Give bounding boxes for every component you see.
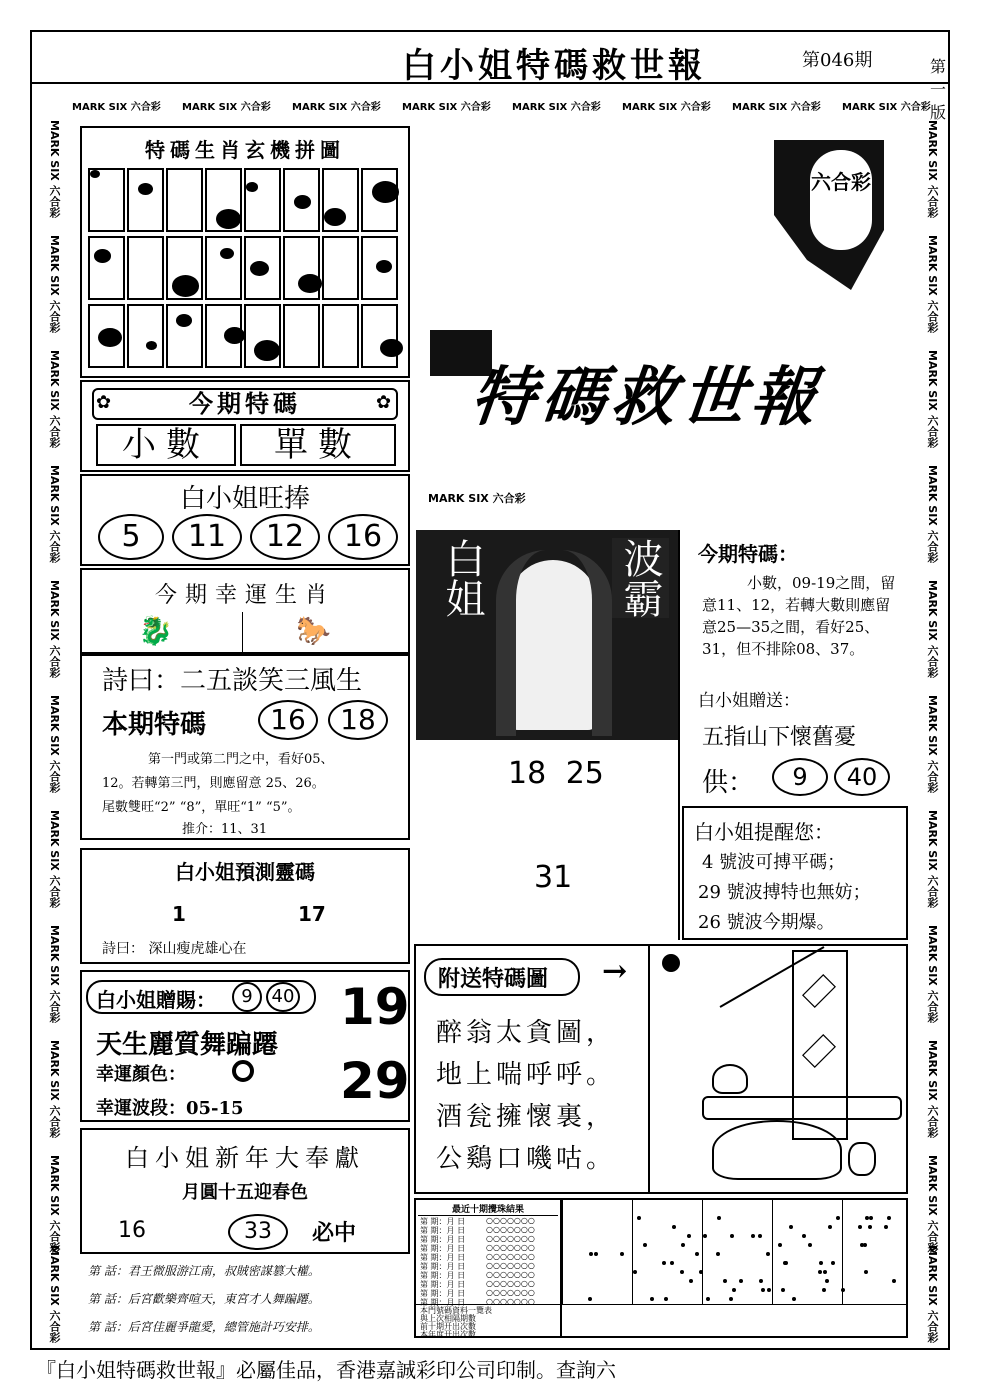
prediction-panel [80,848,410,964]
puzzle-piece [166,304,203,368]
puzzle-ink-shape [216,209,241,229]
right-special-body: 小數，09-19之間，留意11、12，若轉大數則應留意25—35之間，看好25、31，但不排除08、37。 [702,574,896,658]
edition-label: 第一版 [930,57,947,122]
gift-big-number: 19 [340,978,410,1036]
reminder-title: 白小姐提醒您： [694,820,834,844]
result-mark [739,1279,743,1283]
result-mark [766,1252,770,1256]
results-row-label: 第 期：月 日 [420,1217,466,1226]
result-mark [662,1261,666,1265]
horse-icon: 🐎 [296,614,331,647]
puzzle-ink-shape [94,249,111,263]
result-mark [703,1234,707,1238]
puzzle-piece [322,168,359,232]
marksix-watermark: MARK SIX 六合彩 [926,810,939,908]
result-mark [819,1261,823,1265]
puzzle-ink-shape [176,314,192,327]
result-mark [664,1297,668,1301]
story-line: 第 話：君王微服游江南，叔賊密謀篡大權。 [88,1264,320,1278]
hero-sublogo: MARK SIX 六合彩 [428,492,526,505]
marksix-watermark: MARK SIX 六合彩 [926,350,939,448]
right-gift-label: 白小姐贈送： [698,691,800,711]
result-mark [681,1243,685,1247]
results-row-label: 第 期：月 日 [420,1262,466,1271]
result-mark [687,1234,691,1238]
rooster-icon [712,1064,748,1094]
results-row-label: 第 期：月 日 [420,1226,466,1235]
prediction-poem: 詩曰： 深山瘦虎雄心在 [102,941,247,957]
result-mark [884,1225,888,1229]
marksix-watermark: MARK SIX 六合彩 [622,102,711,113]
story-line: 第 話：后宮歡樂齊喧天，東宮才人舞蹁蹮。 [88,1292,320,1306]
result-mark [863,1243,867,1247]
story-line: 第 話：后宮佳麗爭龍愛，總管施計巧安排。 [88,1320,320,1334]
wangbang-number: 12 [250,514,320,560]
marksix-watermark: MARK SIX 六合彩 [926,1245,939,1343]
result-mark [699,1270,703,1274]
lucky-zodiac-title: 今期幸運生肖 [154,583,335,608]
puzzle-ink-shape [138,183,153,195]
results-table [414,1198,908,1338]
puzzle-title: 特碼生肖玄機拼圖 [145,138,345,162]
prediction-title: 白小姐預測靈碼 [175,860,315,884]
gift-panel [80,970,410,1122]
reminder-line: 26 號波今期爆。 [698,912,835,933]
wangbang-number: 16 [328,514,398,560]
wangbang-number: 5 [98,514,164,560]
flower-icon: ✿ [96,392,112,413]
grid-divider [632,1200,633,1304]
reminder-line: 4 號波可搏平碼； [702,852,846,873]
reminder-panel [682,806,908,940]
puzzle-piece [322,236,359,300]
puzzle-piece [127,304,164,368]
result-mark [868,1225,872,1229]
divider [648,946,650,1192]
analysis-line: 12。若轉第三門，則應留意 25、26。 [102,776,325,791]
bench [702,1096,902,1120]
result-mark [594,1252,598,1256]
attached-line: 公鷄口嘰咕。 [436,1144,617,1174]
marksix-watermark: MARK SIX 六合彩 [292,102,381,113]
newyear-number: 16 [118,1218,146,1243]
issue-number: 第046期 [802,50,873,71]
puzzle-ink-shape [254,340,280,361]
result-mark [723,1279,727,1283]
sure-win-stamp: 必中 [312,1220,357,1246]
results-ball-slots: ○○○○○○○ [486,1279,535,1288]
marksix-watermark: MARK SIX 六合彩 [732,102,821,113]
marksix-watermark: MARK SIX 六合彩 [926,695,939,793]
result-mark [716,1252,720,1256]
marksix-watermark: MARK SIX 六合彩 [926,1155,939,1253]
portrait-hair [496,550,612,736]
hero-title: 特碼救世報 [467,360,826,435]
results-row-label: 第 期：月 日 [420,1298,466,1307]
puzzle-ink-shape [380,339,403,357]
puzzle-ink-shape [372,181,399,203]
puzzle-piece [244,236,281,300]
grid-divider [562,1200,563,1304]
puzzle-piece [88,236,125,300]
attached-line: 地上喘呼呼。 [436,1060,617,1090]
marksix-watermark: MARK SIX 六合彩 [48,695,61,793]
results-row-label: 第 期：月 日 [420,1235,466,1244]
result-mark [730,1234,734,1238]
puzzle-piece [283,168,320,232]
puzzle-piece [283,304,320,368]
wine-jar-icon [848,1142,876,1176]
attached-panel [414,944,908,1194]
result-mark [761,1288,765,1292]
supply-number: 40 [834,758,890,796]
poem-text: 詩曰：二五談笑三風生 [102,666,363,696]
results-footer-label: 本門號碼資料一覽表 [420,1306,492,1315]
recommend-line: 推介：11、31 [182,822,268,837]
result-mark [643,1243,647,1247]
result-mark [864,1270,868,1274]
result-mark [781,1288,785,1292]
result-mark [633,1270,637,1274]
marksix-watermark: MARK SIX 六合彩 [512,102,601,113]
gift-number: 9 [232,982,262,1012]
result-mark [836,1216,840,1220]
result-mark [680,1270,684,1274]
result-mark [823,1270,827,1274]
result-mark [732,1288,736,1292]
results-row-label: 第 期：月 日 [420,1271,466,1280]
results-title: 最近十期攪珠結果 [418,1202,558,1216]
hero-portrait [770,140,890,300]
analysis-line: 第一門或第二門之中，看好05、 [148,752,334,767]
puzzle-ink-shape [246,182,258,192]
marksix-watermark: MARK SIX 六合彩 [48,1155,61,1253]
puzzle-piece [361,168,398,232]
puzzle-piece [244,304,281,368]
result-mark [706,1297,710,1301]
result-mark [887,1216,891,1220]
marksix-watermark: MARK SIX 六合彩 [402,102,491,113]
photo-number-bottom: 31 [534,860,573,895]
marksix-watermark: MARK SIX 六合彩 [48,1040,61,1138]
attached-line: 醉翁太貪圖， [436,1018,617,1048]
puzzle-ink-shape [90,170,100,178]
marksix-watermark: MARK SIX 六合彩 [926,925,939,1023]
puzzle-piece [166,168,203,232]
prediction-number: 17 [298,902,326,926]
marksix-watermark: MARK SIX 六合彩 [48,1245,61,1343]
marksix-watermark: MARK SIX 六合彩 [48,350,61,448]
result-mark [695,1252,699,1256]
marksix-watermark: MARK SIX 六合彩 [48,235,61,333]
result-mark [620,1252,624,1256]
analysis-line: 尾數雙旺“2” “8”，單旺“1” “5”。 [102,800,301,815]
supply-label: 供： [702,768,755,798]
results-footer-label: 本年度开出次數 [420,1330,476,1339]
divider [678,530,680,940]
result-mark [589,1252,593,1256]
result-mark [822,1288,826,1292]
puzzle-ink-shape [294,195,311,209]
results-ball-slots: ○○○○○○○ [486,1270,535,1279]
results-row-label: 第 期：月 日 [420,1280,466,1289]
special-code-small: 小數 [96,424,236,466]
poem-panel [80,654,410,840]
results-row-label: 第 期：月 日 [420,1253,466,1262]
results-row-label: 第 期：月 日 [420,1289,466,1298]
attached-line: 酒瓮擁懷裏， [436,1102,617,1132]
divider [242,612,243,654]
puzzle-ink-shape [298,274,322,293]
wangbang-panel [80,474,410,566]
grid-divider [702,1200,703,1304]
marksix-watermark: MARK SIX 六合彩 [842,102,931,113]
result-mark [892,1279,896,1283]
marksix-watermark: MARK SIX 六合彩 [48,810,61,908]
results-ball-slots: ○○○○○○○ [486,1261,535,1270]
result-mark [825,1279,829,1283]
puzzle-piece [322,304,359,368]
photo-left-text: 白姐 [439,538,485,618]
drunk-man-illustration [652,946,906,1192]
puzzle-piece [361,236,398,300]
special-code-panel [80,380,410,472]
special-code-header: 今期特碼 [92,388,398,420]
result-mark [789,1225,793,1229]
results-row-label: 第 期：月 日 [420,1244,466,1253]
puzzle-piece [205,304,242,368]
puzzle-ink-shape [250,261,269,276]
results-ball-slots: ○○○○○○○ [486,1288,535,1297]
results-ball-slots: ○○○○○○○ [486,1225,535,1234]
puzzle-piece [244,168,281,232]
right-gift-phrase: 五指山下懷舊憂 [702,725,857,750]
marksix-watermark: MARK SIX 六合彩 [926,120,939,218]
marksix-watermark: MARK SIX 六合彩 [72,102,161,113]
masthead-title: 白小姐特碼救世報 [402,46,706,86]
puzzle-piece [88,168,125,232]
result-mark [792,1297,796,1301]
moon-icon [662,954,680,972]
circle-icon [232,1060,254,1082]
result-mark [802,1234,806,1238]
lucky-color-label: 幸運顏色： [96,1064,186,1085]
results-ball-slots: ○○○○○○○ [486,1216,535,1225]
result-mark [784,1261,788,1265]
result-mark [672,1225,676,1229]
results-footer-label: 前十期开出次數 [420,1322,476,1331]
marksix-watermark: MARK SIX 六合彩 [926,235,939,333]
puzzle-ink-shape [376,260,392,273]
puzzle-ink-shape [220,248,234,259]
result-mark [758,1234,762,1238]
result-mark [751,1234,755,1238]
puzzle-ink-shape [146,341,157,350]
wangbang-title: 白小姐旺捧 [179,484,310,514]
result-mark [637,1216,641,1220]
grid-divider [772,1200,773,1304]
lucky-zodiac-panel [80,568,410,654]
result-mark [841,1288,845,1292]
marksix-watermark: MARK SIX 六合彩 [48,925,61,1023]
puzzle-ink-shape [224,327,245,344]
gift-phrase: 天生麗質舞蹁蹮 [96,1030,279,1060]
result-mark [717,1216,721,1220]
drunk-man [712,1120,842,1180]
puzzle-piece [88,304,125,368]
result-mark [831,1261,835,1265]
result-mark [778,1243,782,1247]
results-footer-label: 與上次相隔期數 [420,1314,476,1323]
special-number: 16 [258,700,318,740]
newyear-title: 白小姐新年大奉獻 [125,1144,365,1172]
results-ball-slots: ○○○○○○○ [486,1297,535,1306]
flower-icon: ✿ [376,392,392,413]
result-mark [858,1225,862,1229]
puzzle-piece [127,236,164,300]
reminder-line: 29 號波搏特也無妨； [698,882,871,903]
puzzle-piece [166,236,203,300]
special-code-odd: 單數 [240,424,396,466]
wangbang-number: 11 [172,514,242,560]
photo-right-text: 波霸 [612,538,669,618]
gift-big-number: 29 [340,1052,410,1110]
right-special-title: 今期特碼： [698,542,798,566]
result-mark [818,1270,822,1274]
puzzle-ink-shape [98,328,122,347]
special-number: 18 [328,700,388,740]
prediction-number: 1 [172,902,186,926]
result-mark [670,1261,674,1265]
result-mark [759,1279,763,1283]
marksix-watermark: MARK SIX 六合彩 [926,580,939,678]
arrow-right-icon: → [602,954,628,989]
puzzle-piece [205,168,242,232]
lucky-band: 幸運波段：05-15 [96,1098,244,1119]
result-mark [865,1216,869,1220]
result-mark [729,1297,733,1301]
puzzle-ink-shape [324,208,346,226]
marksix-watermark: MARK SIX 六合彩 [48,580,61,678]
dragon-icon: 🐉 [138,614,173,647]
supply-number: 9 [772,758,828,796]
gift-label: 白小姐贈賜： [96,988,216,1012]
marksix-watermark: MARK SIX 六合彩 [926,1040,939,1138]
marksix-watermark: MARK SIX 六合彩 [926,465,939,563]
puzzle-ink-shape [172,275,199,297]
results-ball-slots: ○○○○○○○ [486,1252,535,1261]
hero-logo: 六合彩 [810,150,872,250]
result-mark [650,1297,654,1301]
result-mark [869,1216,873,1220]
results-ball-slots: ○○○○○○○ [486,1243,535,1252]
results-ball-slots: ○○○○○○○ [486,1234,535,1243]
puzzle-piece [205,236,242,300]
marksix-watermark: MARK SIX 六合彩 [48,120,61,218]
newyear-subtitle: 月圓十五迎春色 [182,1182,308,1203]
result-mark [808,1243,812,1247]
code-label: 本期特碼 [102,710,207,740]
zodiac-puzzle-panel [80,126,410,378]
newyear-number: 33 [228,1214,288,1250]
bottom-note: 『白小姐特碼救世報』必屬佳品，香港嘉誠彩印公司印制。查詢六 [36,1358,616,1382]
photo-numbers: 18 25 [508,756,604,791]
result-mark [767,1288,771,1292]
marksix-watermark: MARK SIX 六合彩 [48,465,61,563]
result-mark [588,1297,592,1301]
puzzle-piece [283,236,320,300]
attached-title: 附送特碼圖 [438,966,549,992]
gift-number: 40 [266,982,300,1012]
photo-panel [416,530,678,740]
newyear-panel [80,1128,410,1254]
puzzle-piece [361,304,398,368]
result-mark [689,1279,693,1283]
marksix-watermark: MARK SIX 六合彩 [182,102,271,113]
result-mark [828,1225,832,1229]
puzzle-piece [127,168,164,232]
